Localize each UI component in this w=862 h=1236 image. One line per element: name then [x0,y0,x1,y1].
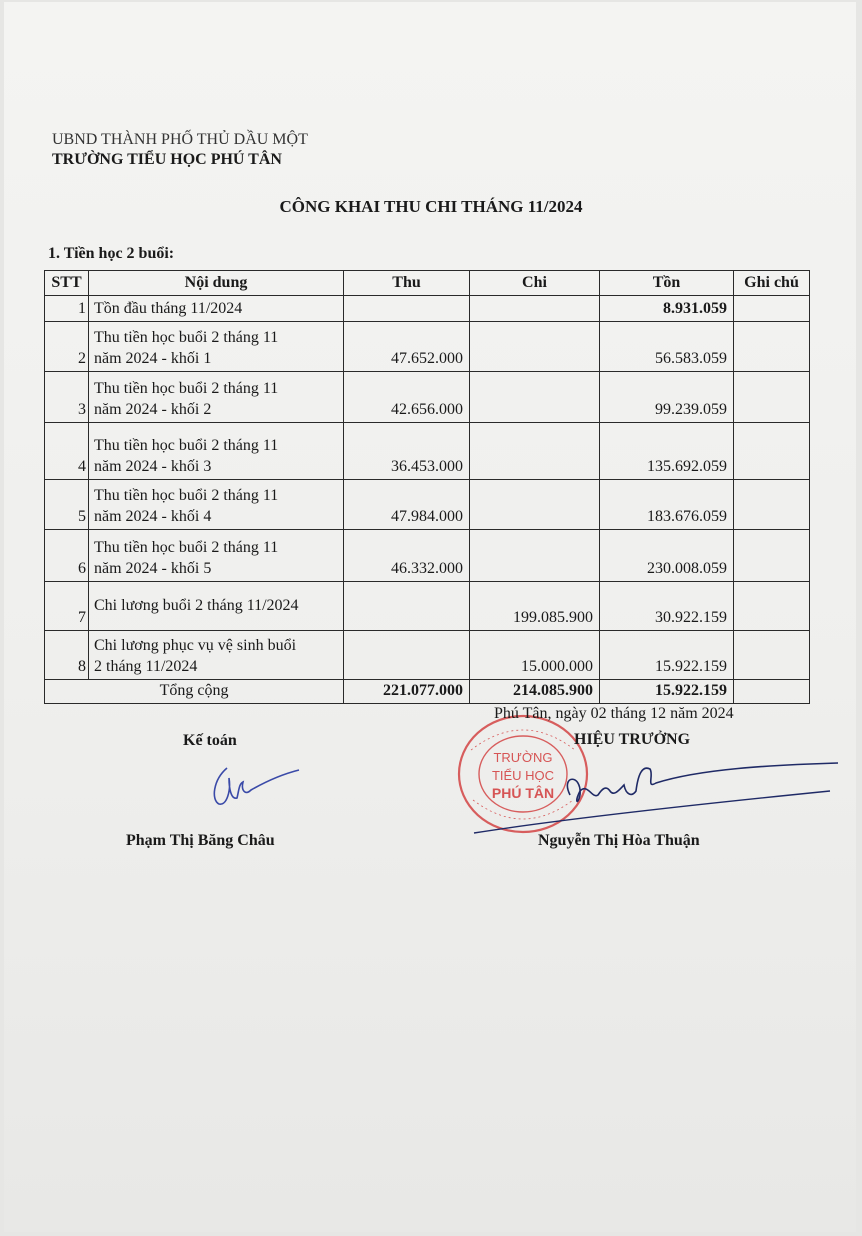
total-thu: 221.077.000 [344,680,470,704]
accountant-name: Phạm Thị Băng Châu [126,832,275,849]
cell-stt: 2 [45,322,89,372]
date-line: Phú Tân, ngày 02 tháng 12 năm 2024 [494,705,734,722]
col-header-note: Ghi chú [734,271,810,296]
table-header-row [45,271,810,296]
cell-content [89,322,344,372]
table-row [45,423,810,480]
cell-content-line: năm 2024 - khối 2 [94,401,212,418]
school-name: TRƯỜNG TIỂU HỌC PHÚ TÂN [52,151,282,168]
cell-stt: 8 [45,631,89,680]
cell-content-line: Thu tiền học buổi 2 tháng 11 [94,329,279,346]
table-row [45,296,810,322]
cell-chi [470,530,600,582]
total-label: Tổng cộng [45,680,344,704]
principal-title: HIỆU TRƯỞNG [574,731,691,748]
table-row [45,631,810,680]
finance-table [44,270,810,704]
cell-chi [470,296,600,322]
cell-thu: 46.332.000 [344,530,470,582]
cell-content-line: năm 2024 - khối 3 [94,458,212,475]
total-chi: 214.085.900 [470,680,600,704]
cell-ton: 30.922.159 [600,582,734,631]
total-ton: 15.922.159 [600,680,734,704]
cell-ton: 183.676.059 [600,480,734,530]
cell-chi [470,372,600,423]
cell-stt: 6 [45,530,89,582]
cell-content [89,296,344,322]
col-header-content: Nội dung [89,271,344,296]
accountant-signature-icon [205,760,305,820]
table-row [45,530,810,582]
cell-thu: 47.652.000 [344,322,470,372]
cell-content-line: Thu tiền học buổi 2 tháng 11 [94,380,279,397]
table-row [45,480,810,530]
cell-chi [470,423,600,480]
cell-note [734,372,810,423]
cell-stt: 3 [45,372,89,423]
cell-thu: 47.984.000 [344,480,470,530]
cell-ton: 230.008.059 [600,530,734,582]
cell-note [734,322,810,372]
cell-stt: 7 [45,582,89,631]
cell-content-line: năm 2024 - khối 1 [94,350,212,367]
section-heading: 1. Tiền học 2 buổi: [48,245,175,262]
cell-thu [344,582,470,631]
cell-content-line: 2 tháng 11/2024 [94,658,198,675]
table-total-row [45,680,810,704]
total-note [734,680,810,704]
cell-chi [470,480,600,530]
org-name: UBND THÀNH PHỐ THỦ DẦU MỘT [52,131,308,148]
col-header-chi: Chi [470,271,600,296]
table-row [45,582,810,631]
cell-thu: 42.656.000 [344,372,470,423]
cell-note [734,480,810,530]
cell-note [734,631,810,680]
cell-thu [344,631,470,680]
stamp-line-1: TRƯỜNG [493,750,553,765]
cell-content-line: Thu tiền học buổi 2 tháng 11 [94,487,279,504]
cell-stt: 4 [45,423,89,480]
page-title: CÔNG KHAI THU CHI THÁNG 11/2024 [279,197,583,216]
cell-ton: 135.692.059 [600,423,734,480]
col-header-ton: Tồn [600,271,734,296]
cell-ton: 99.239.059 [600,372,734,423]
cell-content [89,423,344,480]
cell-content-line: năm 2024 - khối 5 [94,560,212,577]
cell-content-line: Chi lương phục vụ vệ sinh buổi [94,637,297,654]
stamp-line-3: PHÚ TÂN [491,785,555,801]
cell-content-line: Chi lương buổi 2 tháng 11/2024 [94,596,299,614]
table-row [45,372,810,423]
cell-note [734,423,810,480]
cell-thu [344,296,470,322]
cell-chi: 15.000.000 [470,631,600,680]
col-header-stt: STT [45,271,89,296]
cell-ton: 8.931.059 [600,296,734,322]
col-header-thu: Thu [344,271,470,296]
cell-stt: 1 [45,296,89,322]
cell-content-line: Thu tiền học buổi 2 tháng 11 [94,437,279,454]
cell-content-line: Thu tiền học buổi 2 tháng 11 [94,539,279,556]
cell-note [734,296,810,322]
stamp-line-2: TIỂU HỌC [491,768,555,783]
cell-content-line: Tồn đầu tháng 11/2024 [94,300,243,317]
cell-chi [470,322,600,372]
cell-content [89,372,344,423]
cell-content [89,530,344,582]
cell-content [89,480,344,530]
cell-note [734,530,810,582]
cell-stt: 5 [45,480,89,530]
accountant-title: Kế toán [183,732,237,749]
table-row [45,322,810,372]
principal-name: Nguyễn Thị Hòa Thuận [538,832,700,849]
cell-ton: 56.583.059 [600,322,734,372]
cell-thu: 36.453.000 [344,423,470,480]
cell-content [89,631,344,680]
cell-chi: 199.085.900 [470,582,600,631]
cell-content [89,582,344,631]
cell-note [734,582,810,631]
cell-content-line: năm 2024 - khối 4 [94,508,212,525]
cell-ton: 15.922.159 [600,631,734,680]
